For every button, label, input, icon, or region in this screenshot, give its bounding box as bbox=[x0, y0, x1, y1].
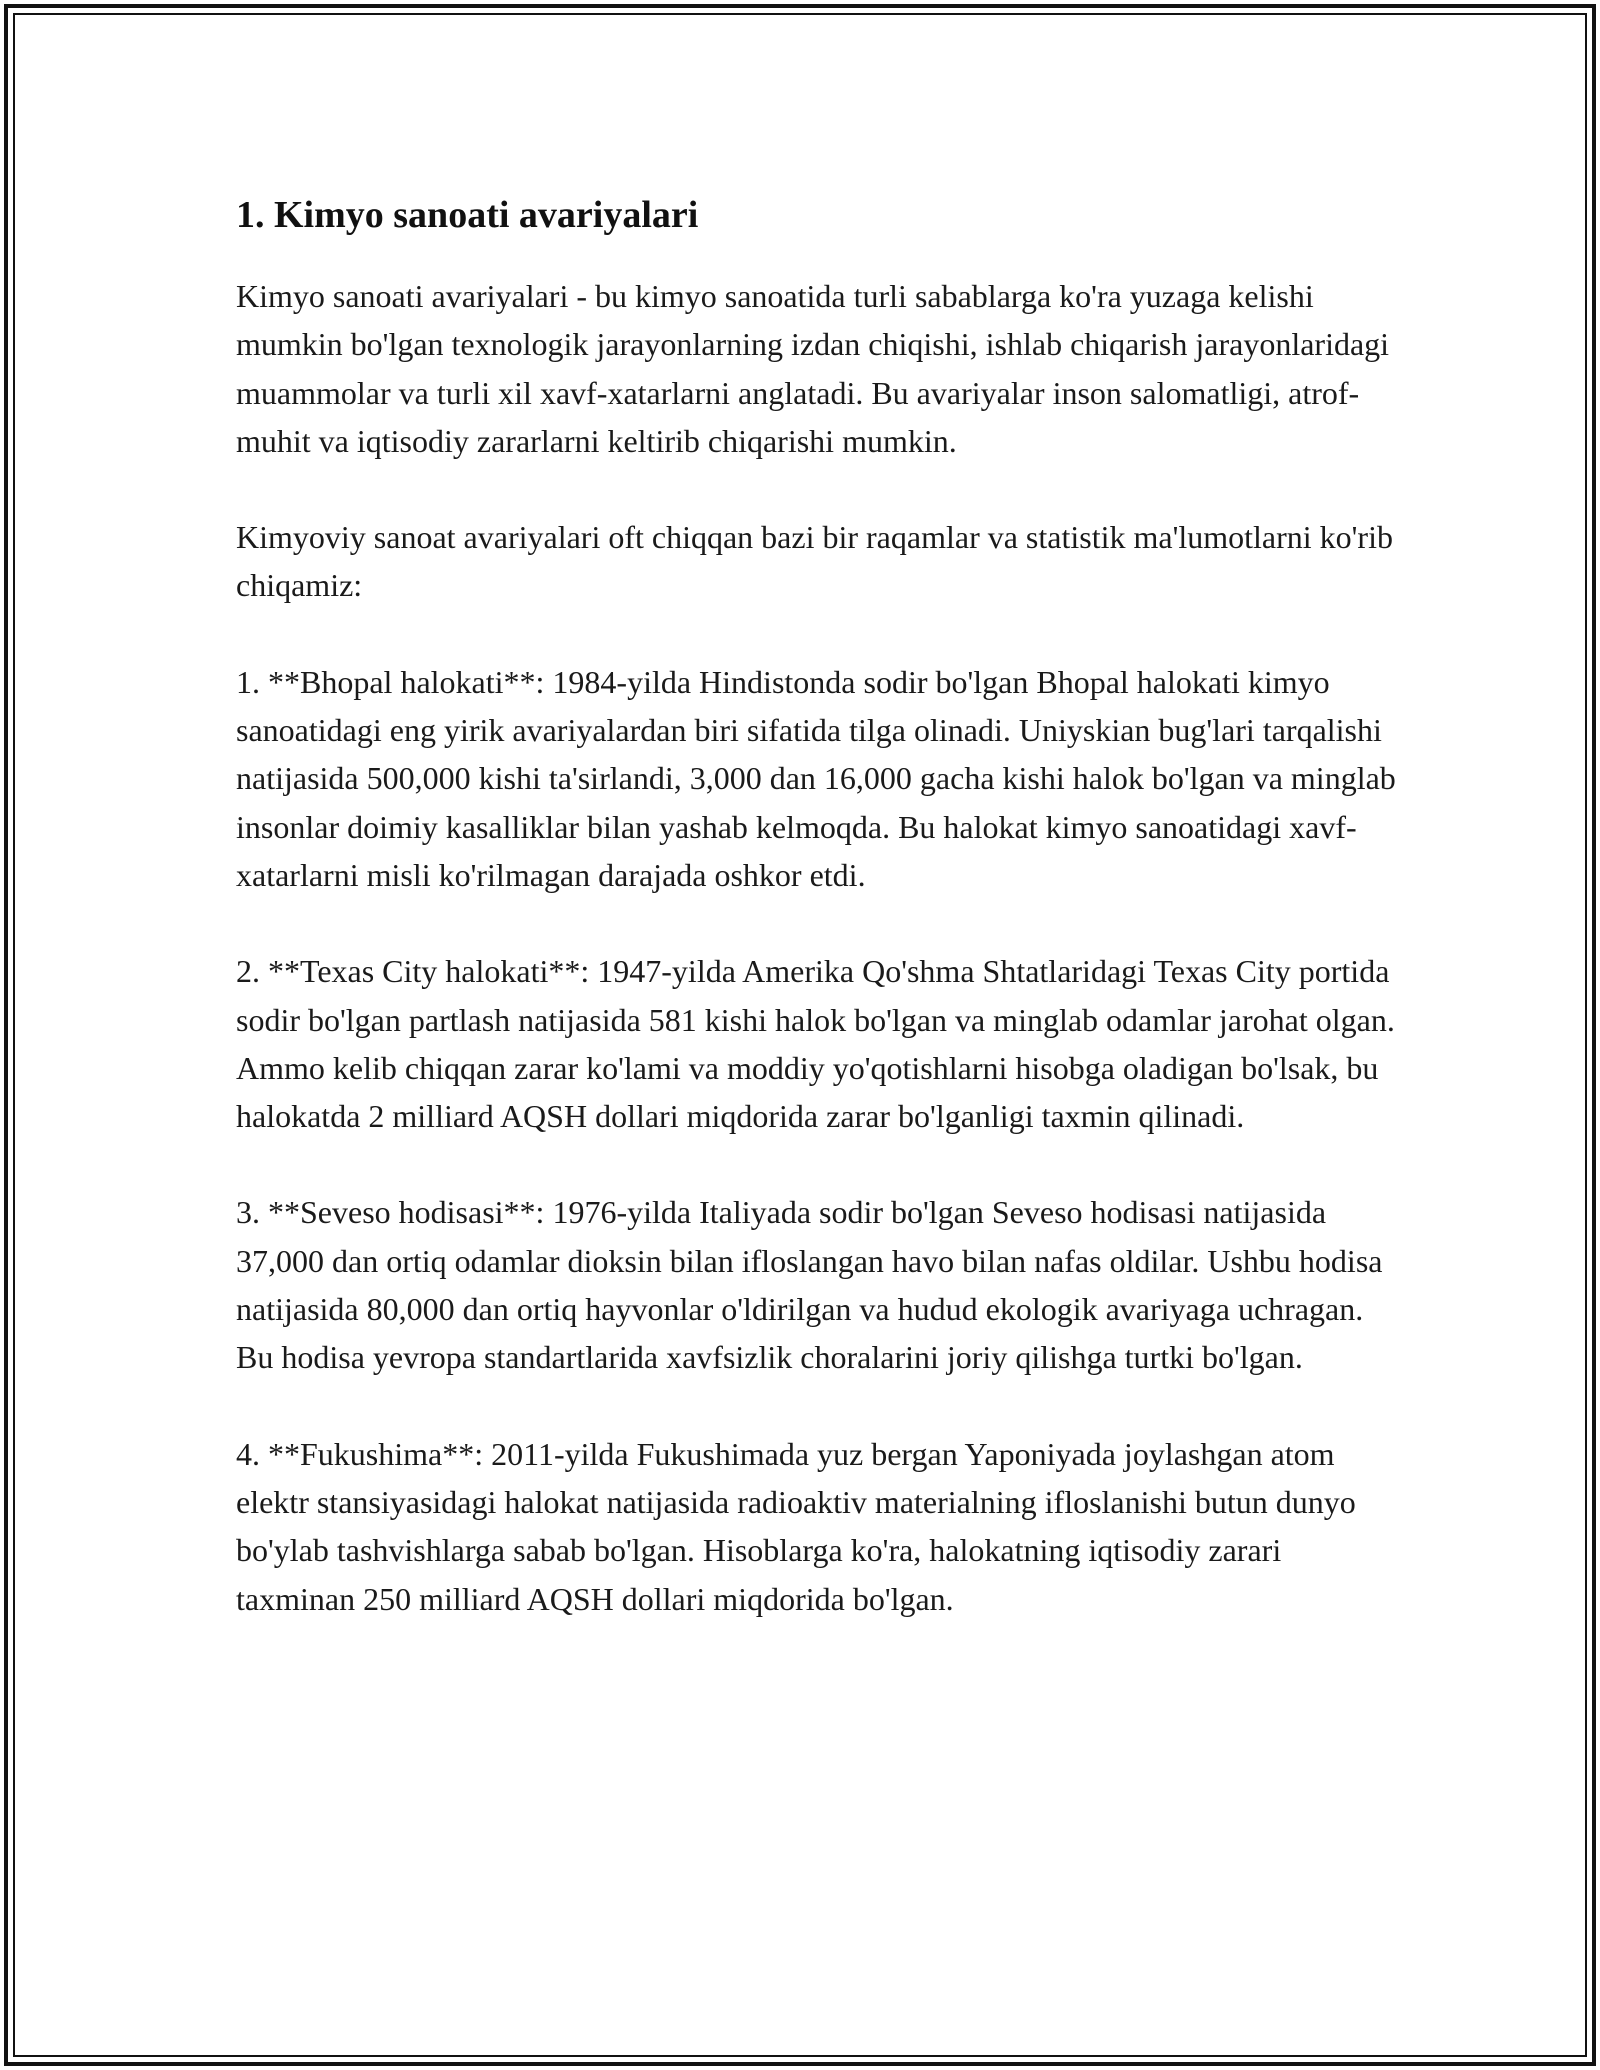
document-body bbox=[236, 186, 1396, 1671]
section-title: 1. Kimyo sanoati avariyalari bbox=[236, 194, 699, 236]
statistics-intro-paragraph: Kimyoviy sanoat avariyalari oft chiqqan bazi bir raqamlar va statistik ma'lumotlarni ko'rib chiqamiz: bbox=[236, 519, 1393, 604]
list-item-texas-city: 2. **Texas City halokati**: 1947-yilda Amerika Qo'shma Shtatlaridagi Texas City portida sodir bo'lgan partlash natijasida 581 kishi halok bo'lgan va minglab odamlar jarohat olgan. Ammo kelib chiqqan zarar ko'lami va moddiy yo'qotishlarni hisobga oladigan bo'lsak, bu halokatda 2 milliard AQSH dollari miqdorida zarar bo'lganligi taxmin qilinadi. bbox=[236, 953, 1395, 1135]
intro-paragraph: Kimyo sanoati avariyalari - bu kimyo sanoatida turli sabablarga ko'ra yuzaga kelishi mumkin bo'lgan texnologik jarayonlarning izdan chiqishi, ishlab chiqarish jarayonlaridagi muammolar va turli xil xavf-xatarlarni anglatadi. Bu avariyalar inson salomatligi, atrof-muhit va iqtisodiy zararlarni keltirib chiqarishi mumkin. bbox=[236, 278, 1390, 459]
list-item-bhopal: 1. **Bhopal halokati**: 1984-yilda Hindistonda sodir bo'lgan Bhopal halokati kimyo sanoatidagi eng yirik avariyalardan biri sifatida tilga olinadi. Uniyskian bug'lari tarqalishi natijasida 500,000 kishi ta'sirlandi, 3,000 dan 16,000 gacha kishi halok bo'lgan va minglab insonlar doimiy kasalliklar bilan yashab kelmoqda. Bu halokat kimyo sanoatidagi xavf-xatarlarni misli ko'rilmagan darajada oshkor etdi. bbox=[236, 663, 1396, 893]
list-item-fukushima: 4. **Fukushima**: 2011-yilda Fukushimada yuz bergan Yaponiyada joylashgan atom elektr stansiyasidagi halokat natijasida radioaktiv materialning ifloslanishi butun dunyo bo'ylab tashvishlarga sabab bo'lgan. Hisoblarga ko'ra, halokatning iqtisodiy zarari taxminan 250 milliard AQSH dollari miqdorida bo'lgan. bbox=[236, 1435, 1356, 1617]
list-item-seveso: 3. **Seveso hodisasi**: 1976-yilda Italiyada sodir bo'lgan Seveso hodisasi natijasida 37,000 dan ortiq odamlar dioksin bilan ifloslangan havo bilan nafas oldilar. Ushbu hodisa natijasida 80,000 dan ortiq hayvonlar o'ldirilgan va hudud ekologik avariyaga uchragan. Bu hodisa yevropa standartlarida xavfsizlik choralarini joriy qilishga turtki bo'lgan. bbox=[236, 1194, 1383, 1376]
